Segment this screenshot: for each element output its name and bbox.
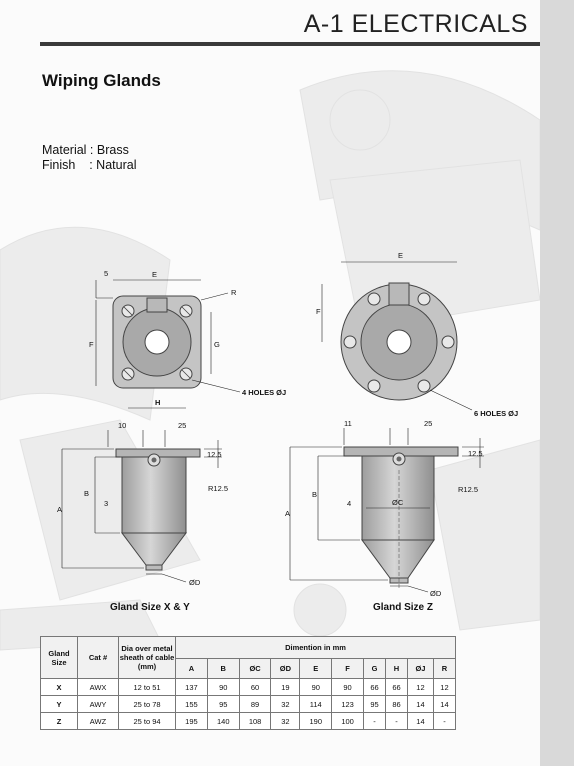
four-holes-label: 4 HOLES ØJ — [242, 388, 287, 397]
cell-value: - — [385, 713, 407, 730]
dim-OD-xy: ØD — [189, 578, 201, 587]
cell-value: 95 — [363, 696, 385, 713]
cell-value: - — [363, 713, 385, 730]
round-flange-top-view — [341, 283, 457, 400]
cell-value: 89 — [239, 696, 271, 713]
th-dimension: Dimention in mm — [176, 637, 456, 659]
cell-value: 140 — [207, 713, 239, 730]
table-row — [41, 679, 456, 696]
cell-size: X — [41, 679, 78, 696]
th-col: R — [433, 659, 455, 679]
dim-4: 4 — [347, 499, 352, 508]
six-holes-label: 6 HOLES ØJ — [474, 409, 519, 418]
dim-25-xy: 25 — [178, 421, 187, 430]
th-col: H — [385, 659, 407, 679]
cell-value: 12 — [433, 679, 455, 696]
cell-value: 137 — [176, 679, 208, 696]
caption-gland-z: Gland Size Z — [373, 602, 434, 613]
cell-value: 32 — [271, 713, 300, 730]
material-text: Material : Brass — [42, 143, 129, 157]
cell-value: 66 — [363, 679, 385, 696]
th-col: ØC — [239, 659, 271, 679]
cell-value: 190 — [300, 713, 332, 730]
cell-value: 12 — [407, 679, 433, 696]
finish-text: Finish : Natural — [42, 158, 137, 172]
dim-A-xy: A — [57, 505, 63, 514]
cell-value: 90 — [332, 679, 364, 696]
brand-title: A-1 ELECTRICALS — [303, 10, 528, 38]
th-col: F — [332, 659, 364, 679]
th-gland-size: Gland Size — [41, 637, 78, 679]
th-col: B — [207, 659, 239, 679]
cell-value: 86 — [385, 696, 407, 713]
cell-value: 90 — [207, 679, 239, 696]
dim-E-round: E — [398, 251, 404, 260]
dim-12-5-xy: 12.5 — [207, 450, 222, 459]
cell-value: 60 — [239, 679, 271, 696]
table-row — [41, 696, 456, 713]
dim-G: G — [214, 340, 220, 349]
cell-value: 66 — [385, 679, 407, 696]
dim-OC: ØC — [392, 498, 404, 507]
cell-cat: AWY — [78, 696, 119, 713]
dim-5: 5 — [104, 269, 109, 278]
dim-F-round: F — [316, 307, 321, 316]
cell-size: Z — [41, 713, 78, 730]
dim-R12-5-xy: R12.5 — [208, 484, 229, 493]
gland-xy-side-view — [116, 449, 200, 570]
th-dia: Dia over metal sheath of cable (mm) — [119, 637, 176, 679]
dim-25-z: 25 — [424, 419, 433, 428]
dim-11: 11 — [344, 419, 352, 428]
cell-value: 195 — [176, 713, 208, 730]
dim-B-z: B — [312, 490, 318, 499]
dim-A-z: A — [285, 509, 291, 518]
cell-value: - — [433, 713, 455, 730]
table-row — [41, 713, 456, 730]
cell-value: 14 — [433, 696, 455, 713]
cell-value: 108 — [239, 713, 271, 730]
th-col: ØJ — [407, 659, 433, 679]
cell-dia: 12 to 51 — [119, 679, 176, 696]
specification-table — [40, 636, 456, 730]
dim-10: 10 — [118, 421, 127, 430]
dim-R12-5-z: R12.5 — [458, 485, 479, 494]
cell-value: 14 — [407, 713, 433, 730]
cell-size: Y — [41, 696, 78, 713]
cell-dia: 25 to 78 — [119, 696, 176, 713]
gland-z-side-view — [344, 447, 458, 590]
cell-value: 19 — [271, 679, 300, 696]
th-col: E — [300, 659, 332, 679]
th-col: G — [363, 659, 385, 679]
dim-OD-z: ØD — [430, 589, 442, 598]
page-title: Wiping Glands — [42, 71, 161, 90]
dim-B-xy: B — [84, 489, 90, 498]
th-cat: Cat # — [78, 637, 119, 679]
cell-value: 14 — [407, 696, 433, 713]
cell-value: 90 — [300, 679, 332, 696]
dim-R: R — [231, 288, 237, 297]
square-flange-top-view — [113, 296, 201, 388]
cell-cat: AWZ — [78, 713, 119, 730]
cell-value: 100 — [332, 713, 364, 730]
cell-value: 32 — [271, 696, 300, 713]
th-col: ØD — [271, 659, 300, 679]
cell-dia: 25 to 94 — [119, 713, 176, 730]
dim-3: 3 — [104, 499, 109, 508]
dim-F-square: F — [89, 340, 94, 349]
cell-value: 95 — [207, 696, 239, 713]
cell-value: 155 — [176, 696, 208, 713]
caption-gland-xy: Gland Size X & Y — [110, 602, 190, 613]
dim-12-5-z: 12.5 — [468, 449, 483, 458]
dim-E-square: E — [152, 270, 158, 279]
dim-H: H — [155, 398, 161, 407]
cell-value: 123 — [332, 696, 364, 713]
cell-cat: AWX — [78, 679, 119, 696]
cell-value: 114 — [300, 696, 332, 713]
th-col: A — [176, 659, 208, 679]
